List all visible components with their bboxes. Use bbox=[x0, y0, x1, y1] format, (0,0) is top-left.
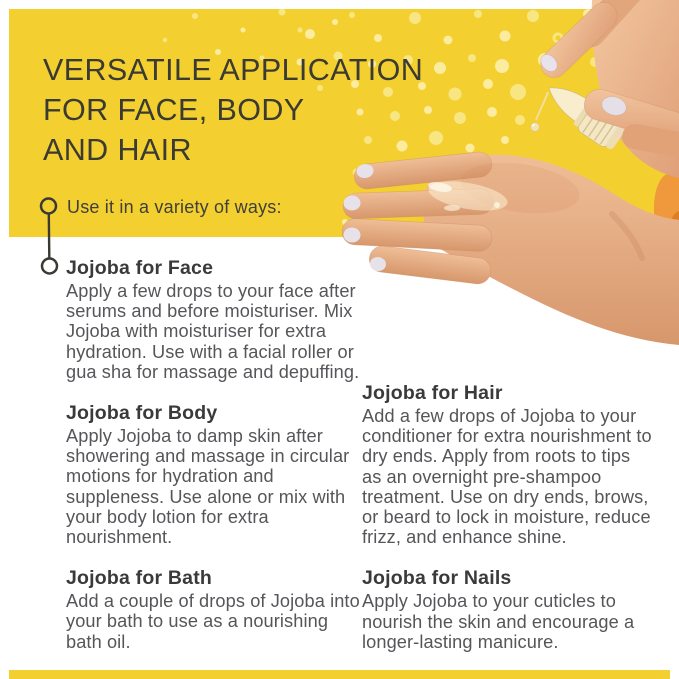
section-body bbox=[66, 403, 366, 547]
body-text-line: gua sha for massage and depuffing. bbox=[66, 361, 360, 382]
body-text-line: showering and massage in circular bbox=[66, 446, 350, 467]
section-nails bbox=[362, 568, 670, 652]
connector-line bbox=[49, 215, 50, 258]
body-text-line: nourishment. bbox=[66, 527, 173, 548]
section-nails-heading: Jojoba for Nails bbox=[362, 567, 512, 590]
body-text-line: dry ends. Apply from roots to tips bbox=[362, 446, 631, 467]
body-text-line: Jojoba with moisturiser for extra bbox=[66, 321, 327, 342]
left-column bbox=[66, 258, 366, 652]
lead-text: Use it in a variety of ways: bbox=[67, 197, 282, 217]
body-text-line: hydration. Use with a facial roller or bbox=[66, 341, 354, 362]
body-text-line: Add a few drops of Jojoba to your bbox=[362, 406, 637, 426]
section-face-heading: Jojoba for Face bbox=[66, 257, 214, 279]
bullet-circle-icon bbox=[41, 199, 56, 214]
page-title-line: VERSATILE APPLICATION bbox=[43, 53, 424, 87]
body-text-line: conditioner for extra nourishment to bbox=[362, 426, 652, 447]
page-title-line: FOR FACE, BODY bbox=[43, 93, 305, 127]
body-text-line: Apply Jojoba to damp skin after bbox=[66, 426, 323, 447]
body-text-line: your bath to use as a nourishing bbox=[66, 611, 329, 632]
section-bath-heading: Jojoba for Bath bbox=[66, 567, 213, 590]
page-title bbox=[43, 50, 423, 170]
timeline-bullet-icon bbox=[36, 194, 64, 282]
section-bath bbox=[66, 568, 366, 652]
body-text-line: treatment. Use on dry ends, brows, bbox=[362, 486, 649, 507]
body-text-line: as an overnight pre-shampoo bbox=[362, 466, 602, 487]
section-hair-heading: Jojoba for Hair bbox=[362, 382, 503, 404]
body-text-line: serums and before moisturiser. Mix bbox=[66, 301, 353, 322]
fingernail bbox=[369, 256, 387, 272]
body-text-line: Add a couple of drops of Jojoba into bbox=[66, 591, 360, 612]
section-hair bbox=[362, 383, 670, 547]
section-face bbox=[66, 258, 366, 382]
body-text-line: motions for hydration and bbox=[66, 466, 274, 487]
body-text-line: Apply Jojoba to your cuticles to bbox=[362, 591, 616, 612]
footer-yellow-bar bbox=[9, 670, 670, 679]
body-text-line: bath oil. bbox=[66, 631, 131, 652]
body-text-line: frizz, and enhance shine. bbox=[362, 527, 567, 548]
body-text-line: nourish the skin and encourage a bbox=[362, 611, 635, 632]
body-text-line: longer-lasting manicure. bbox=[362, 631, 559, 652]
page-title-line: AND HAIR bbox=[43, 133, 192, 167]
body-text-line: suppleness. Use alone or mix with bbox=[66, 486, 346, 507]
right-column bbox=[362, 383, 670, 652]
body-text-line: Apply a few drops to your face after bbox=[66, 281, 356, 301]
body-text-line: your body lotion for extra bbox=[66, 506, 269, 527]
body-text-line: or beard to lock in moisture, reduce bbox=[362, 507, 651, 528]
bullet-circle-icon bbox=[42, 259, 57, 274]
section-body-heading: Jojoba for Body bbox=[66, 402, 218, 425]
